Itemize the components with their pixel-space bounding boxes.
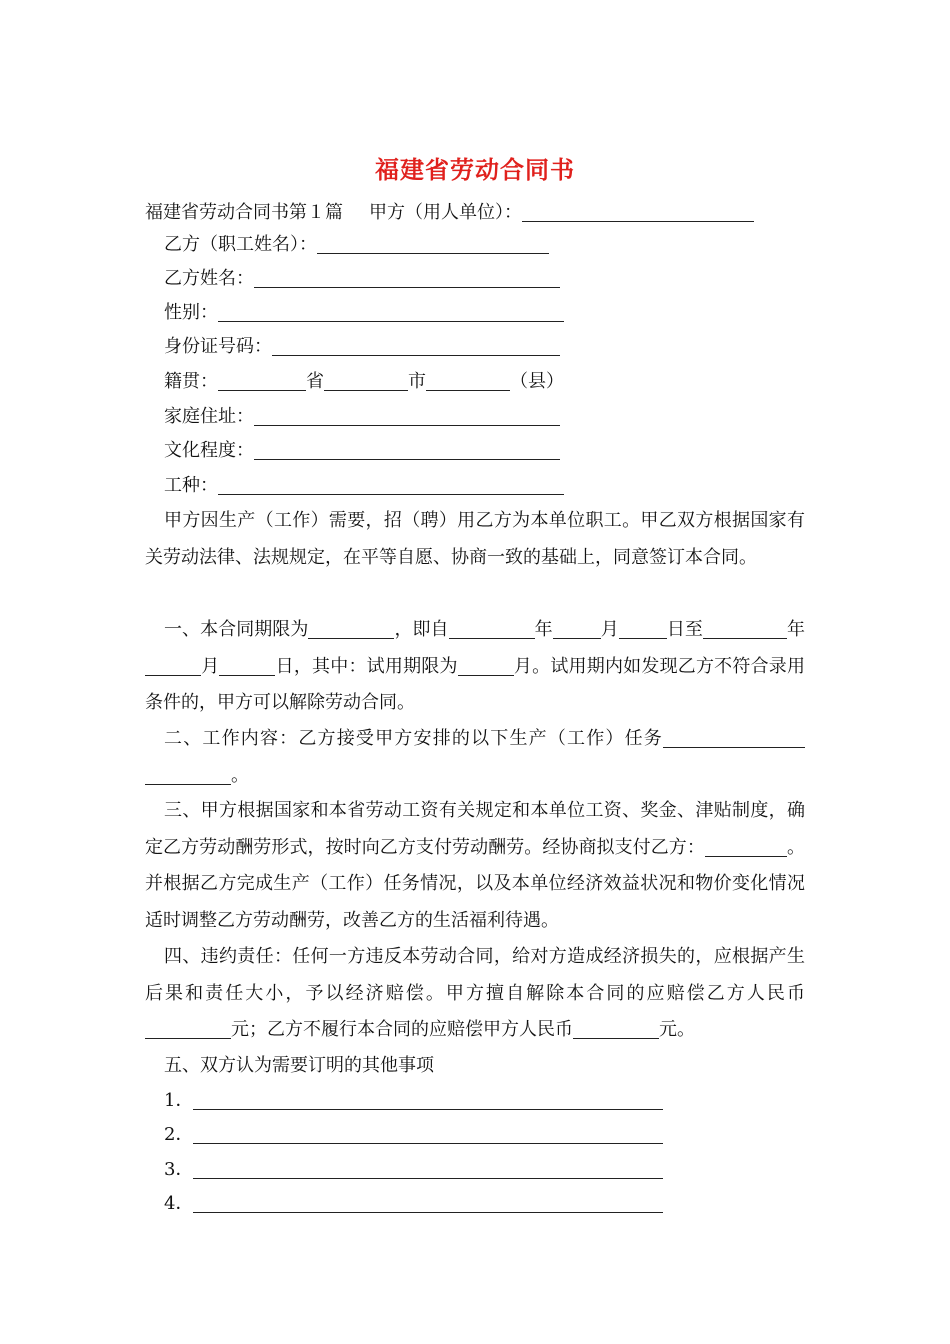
clause-2 (145, 721, 805, 794)
clause-2-text-b: 。 (231, 764, 249, 786)
address-blank[interactable] (254, 403, 560, 426)
other-item-4-blank[interactable] (193, 1190, 663, 1213)
native-place-label: 籍贯： (164, 371, 218, 392)
other-item-1-blank[interactable] (193, 1087, 663, 1110)
clause-3-text-b: 。并根据乙方完成生产（工作）任务情况，以及本单位经济效益状况和物价变化情况适时调整乙方劳动酬劳，改善乙方的生活福利待遇。 (145, 836, 805, 931)
address-row (164, 400, 560, 434)
gender-blank[interactable] (218, 299, 564, 322)
clause-1-text-d: 月 (600, 619, 619, 640)
education-label: 文化程度： (164, 440, 254, 461)
clause-1-text-e: 日至 (666, 619, 703, 640)
other-item-2-blank[interactable] (193, 1121, 663, 1144)
other-item-1 (164, 1084, 663, 1118)
id-number-label: 身份证号码： (164, 336, 272, 357)
pay-blank-b[interactable] (751, 834, 787, 857)
province-blank[interactable] (218, 368, 306, 391)
start-day-blank[interactable] (619, 616, 667, 639)
party-b-label: 乙方（职工姓名）： (164, 234, 317, 255)
clause-1-text-g: 月 (201, 655, 220, 677)
clause-1-text-h: 日，其中：试用期限为 (275, 655, 458, 677)
clause-1-text-i: 月。试用期内如发现乙方不符合录用条件的，甲方可以解除劳动合同。 (145, 655, 806, 713)
clause-3-text-a: 三、甲方根据国家和本省劳动工资有关规定和本单位工资、奖金、津贴制度，确定乙方劳动酬劳形式，按时向乙方支付劳动酬劳。经协商拟支付乙方： (145, 800, 805, 858)
probation-blank[interactable] (458, 653, 514, 676)
party-a-compensation-blank[interactable] (145, 1016, 231, 1039)
county-blank[interactable] (426, 368, 510, 391)
job-type-row (164, 469, 564, 503)
clause-1-text-a: 一、本合同期限为 (164, 619, 309, 640)
gender-label: 性别： (164, 302, 218, 323)
education-blank[interactable] (254, 437, 560, 460)
province-label: 省 (306, 371, 324, 392)
native-place-row (164, 365, 564, 399)
other-item-3 (164, 1153, 663, 1187)
city-label: 市 (408, 371, 426, 392)
id-row (164, 330, 560, 364)
clause-4-text-a: 四、违约责任：任何一方违反本劳动合同，给对方造成经济损失的，应根据产生后果和责任大小，予以经济赔偿。甲方擅自解除本合同的应赔偿乙方人民币 (145, 946, 805, 1004)
clause-3 (145, 793, 805, 939)
county-label: （县） (510, 371, 564, 392)
clause-4 (145, 939, 805, 1049)
end-day-blank[interactable] (219, 653, 275, 676)
start-month-blank[interactable] (553, 616, 601, 639)
other-item-2-number: 2． (164, 1124, 194, 1145)
clause-4-text-b: 元；乙方不履行本合同的应赔偿甲方人民币 (231, 1019, 573, 1040)
party-b-row (164, 228, 549, 262)
other-item-1-number: 1． (164, 1090, 194, 1111)
party-b-blank[interactable] (317, 231, 549, 254)
start-year-blank[interactable] (449, 616, 535, 639)
end-year-blank-a[interactable] (703, 616, 787, 639)
clause-5-heading: 五、双方认为需要订明的其他事项 (164, 1055, 434, 1076)
intro-paragraph (145, 503, 805, 576)
term-blank[interactable] (308, 616, 394, 639)
gender-row (164, 296, 564, 330)
doc-reference: 福建省劳动合同书第１篇 (145, 202, 343, 223)
job-type-label: 工种： (164, 475, 218, 496)
document-title: 福建省劳动合同书 (375, 155, 575, 184)
clause-1-text-c: 年 (534, 619, 553, 640)
city-blank[interactable] (324, 368, 408, 391)
job-type-blank[interactable] (218, 472, 564, 495)
clause-4-text-c: 元。 (659, 1019, 695, 1040)
intro-text: 甲方因生产（工作）需要，招（聘）用乙方为本单位职工。甲乙双方根据国家有关劳动法律、法规规定，在平等自愿、协商一致的基础上，同意签订本合同。 (145, 510, 805, 568)
header-line (145, 196, 754, 230)
pay-blank-a[interactable] (705, 834, 751, 857)
party-a-blank[interactable] (522, 199, 754, 222)
work-content-blank-a[interactable] (663, 725, 805, 748)
name-blank[interactable] (254, 265, 560, 288)
clause-1-text-f: 年 (786, 619, 806, 640)
id-number-blank[interactable] (272, 333, 560, 356)
other-item-3-blank[interactable] (193, 1156, 663, 1179)
work-content-blank-b[interactable] (145, 762, 231, 785)
other-item-4-number: 4． (164, 1193, 194, 1214)
other-item-3-number: 3． (164, 1159, 194, 1180)
other-item-4 (164, 1187, 663, 1221)
end-month-blank[interactable] (145, 653, 201, 676)
other-item-2 (164, 1118, 663, 1152)
education-row (164, 434, 560, 468)
party-a-label: 甲方（用人单位）： (369, 202, 522, 223)
clause-2-text-a: 二、工作内容：乙方接受甲方安排的以下生产（工作）任务 (164, 728, 663, 749)
name-row (164, 262, 560, 296)
clause-1 (145, 612, 805, 722)
name-label: 乙方姓名： (164, 268, 254, 289)
clause-1-text-b: ，即自 (394, 619, 449, 640)
address-label: 家庭住址： (164, 406, 254, 427)
party-b-compensation-blank[interactable] (573, 1016, 659, 1039)
